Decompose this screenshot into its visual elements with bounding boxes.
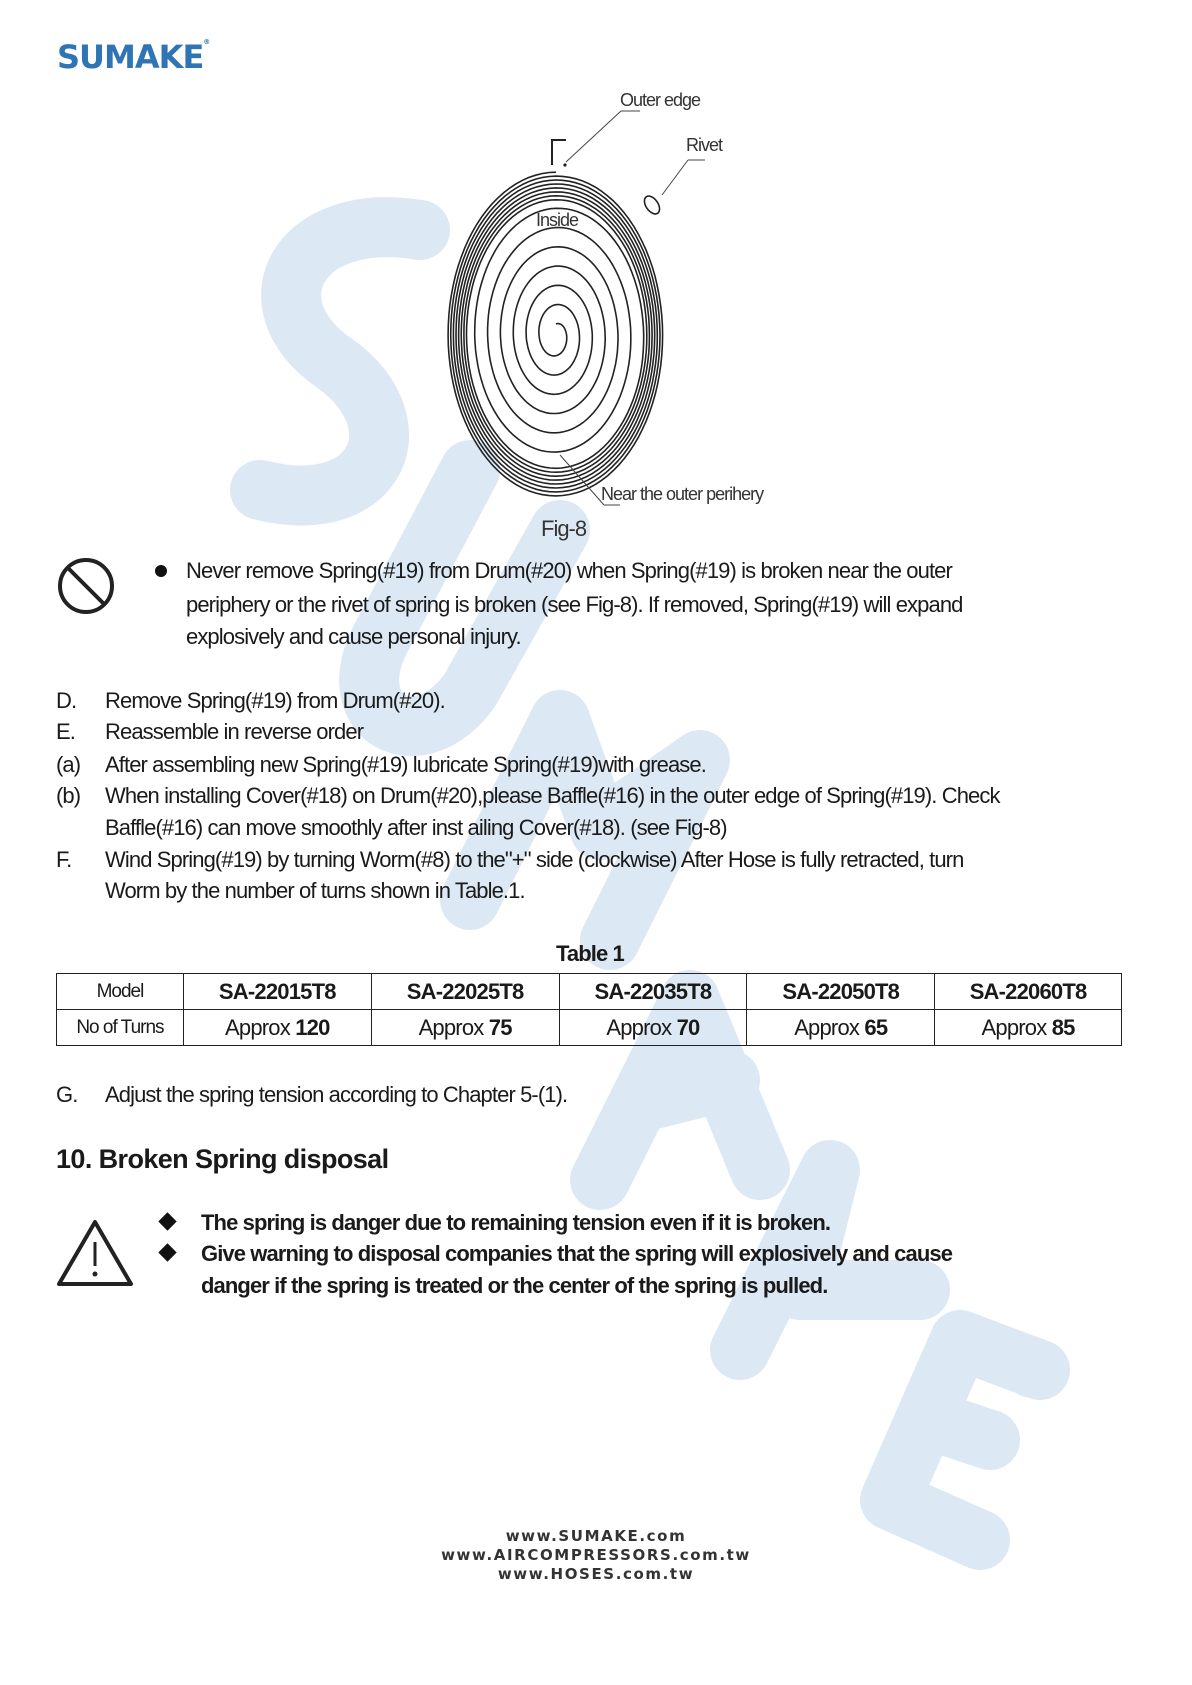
warning-text: Give warning to disposal companies that the spring will explosively and cause [201, 1241, 953, 1266]
table-cell: Approx 85 [935, 1010, 1122, 1046]
step-label: (b) [56, 783, 81, 808]
step-text: Adjust the spring tension according to Chapter 5-(1). [105, 1082, 568, 1107]
rivet-leader [662, 160, 688, 195]
label-near-periphery: Near the outer perihery [601, 484, 764, 504]
label-outer-edge: Outer edge [620, 90, 701, 110]
sumake-logo: SUMAKE® [57, 38, 210, 76]
diamond-bullet-icon [158, 1212, 176, 1230]
note-line: Never remove Spring(#19) from Drum(#20) when Spring(#19) is broken near the outer [186, 558, 952, 583]
table-header-cell: Model [57, 974, 184, 1010]
footer-link[interactable]: www.SUMAKE.com [505, 1527, 687, 1545]
bullet-dot [155, 565, 167, 577]
step-label: F. [56, 847, 72, 872]
step-label: (a) [56, 752, 81, 777]
step-text: Remove Spring(#19) from Drum(#20). [105, 688, 445, 713]
step-text: Wind Spring(#19) by turning Worm(#8) to the"+" side (clockwise) After Hose is fully retracted, turn [105, 847, 964, 872]
table-cell: SA-22060T8 [935, 974, 1122, 1010]
table-cell: SA-22050T8 [747, 974, 935, 1010]
step-label: E. [56, 719, 75, 744]
step-label: D. [56, 688, 77, 713]
table-cell: Approx 65 [747, 1010, 935, 1046]
step-text: After assembling new Spring(#19) lubricate Spring(#19)with grease. [105, 752, 706, 777]
rivet [641, 193, 662, 216]
footer-link[interactable]: www.AIRCOMPRESSORS.com.tw [441, 1546, 751, 1564]
spring-diagram [0, 0, 1192, 560]
note-line: explosively and cause personal injury. [186, 624, 521, 649]
step-text: Baffle(#16) can move smoothly after inst ailing Cover(#18). (see Fig-8) [105, 815, 727, 840]
outer-edge-leader [566, 111, 621, 162]
table-cell: SA-22025T8 [371, 974, 559, 1010]
warning-text: The spring is danger due to remaining tension even if it is broken. [201, 1210, 831, 1235]
table-cell: SA-22035T8 [559, 974, 747, 1010]
diamond-bullet-icon [158, 1243, 176, 1261]
outer-edge-hook [552, 140, 566, 165]
section-heading: 10. Broken Spring disposal [56, 1144, 389, 1174]
footer-link[interactable]: www.HOSES.com.tw [497, 1565, 695, 1583]
step-text: Worm by the number of turns shown in Table.1. [105, 878, 525, 903]
note-line: periphery or the rivet of spring is broken (see Fig-8). If removed, Spring(#19) will expand [186, 592, 963, 617]
table-cell: SA-22015T8 [183, 974, 371, 1010]
label-inside: Inside [536, 210, 579, 230]
table-cell: Approx 120 [183, 1010, 371, 1046]
label-rivet: Rivet [686, 135, 723, 155]
step-text: Reassemble in reverse order [105, 719, 364, 744]
table-row [57, 974, 1122, 1010]
step-label: G. [56, 1082, 78, 1107]
table-header-cell: No of Turns [57, 1010, 184, 1046]
step-text: When installing Cover(#18) on Drum(#20),please Baffle(#16) in the outer edge of Spring(#19). Check [105, 783, 1000, 808]
warning-text: danger if the spring is treated or the center of the spring is pulled. [201, 1273, 828, 1298]
table-title: Table 1 [556, 941, 624, 966]
figure-caption: Fig-8 [541, 516, 587, 541]
table-cell: Approx 75 [371, 1010, 559, 1046]
warning-triangle-icon [56, 1218, 134, 1288]
turns-table [56, 973, 1122, 1046]
table-row [57, 1010, 1122, 1046]
prohibition-icon [56, 556, 116, 616]
table-cell: Approx 70 [559, 1010, 747, 1046]
